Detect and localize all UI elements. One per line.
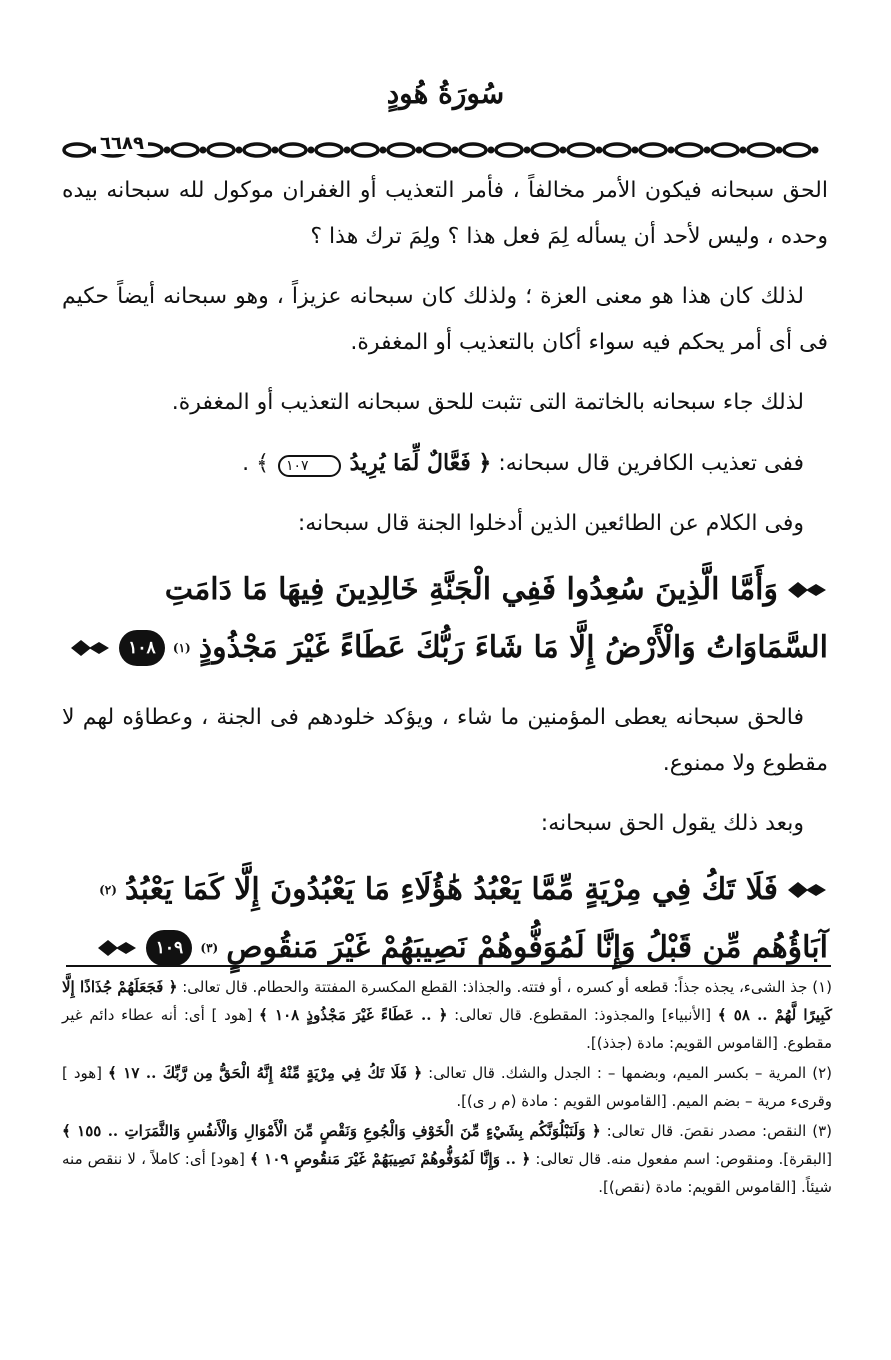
paragraph-with-verse — [62, 440, 828, 487]
verse-end-ornament-icon — [69, 636, 111, 660]
footnote-verse: ﴿ فَلَا تَكُ فِي مِرْيَةٍ مِّنْهُ إِنَّهُ الْحَقُّ مِن رَّبِّكَ .. ١٧ ﴾ — [108, 1064, 423, 1082]
footnote-text: (٣) النقص: مصدر نقصَ. قال تعالى: — [606, 1122, 832, 1140]
ornament-dot — [704, 147, 711, 154]
footnote-verse: ﴿ .. وَإِنَّا لَمُوَفُّوهُمْ نَصِيبَهُمْ غَيْرَ مَنقُوصٍ ١٠٩ ﴾ — [249, 1150, 531, 1168]
ornament-dot — [452, 147, 459, 154]
verse-text: السَّمَاوَاتُ وَالْأَرْضُ إِلَّا مَا شَاءَ رَبُّكَ عَطَاءً غَيْرَ مَجْذُوذٍ — [198, 630, 828, 665]
footnote-marker: (٢) — [99, 883, 117, 897]
ornament-dot — [740, 147, 747, 154]
footnote-text: (٢) المرية – بكسر الميم، وبضمها – : الجدل والشك. قال تعالى: — [428, 1064, 832, 1082]
verse-text: فَلَا تَكُ فِي مِرْيَةٍ مِّمَّا يَعْبُدُ هَٰؤُلَاءِ مَا يَعْبُدُونَ إِلَّا كَمَا يَعْبُدُ — [124, 872, 778, 907]
ornament-link — [172, 144, 198, 156]
ayah-number-badge: ١٠٩ — [146, 930, 192, 966]
paragraph: الحق سبحانه فيكون الأمر مخالفاً ، فأمر التعذيب أو الغفران موكول لله سبحانه بيده وحده ، وليس لأحد أن يسأله لِمَ فعل هذا ؟ ولِمَ ترك هذا ؟ — [62, 178, 828, 249]
inline-verse: ﴿ فَعَّالٌ لِّمَا يُرِيدُ — [349, 450, 492, 476]
page-number: ٦٦٨٩ — [96, 133, 148, 154]
ornament-link — [496, 144, 522, 156]
ornament-dot — [560, 147, 567, 154]
paragraph: وفى الكلام عن الطائعين الذين أدخلوا الجنة قال سبحانه: — [297, 511, 804, 536]
ornament-link — [316, 144, 342, 156]
verse-end-ornament-icon — [96, 936, 138, 960]
footnote-divider — [66, 965, 831, 967]
footnotes — [62, 973, 832, 1203]
ornament-dot — [524, 147, 531, 154]
ornament-link — [676, 144, 702, 156]
ornament-link — [352, 144, 378, 156]
verse-start-ornament-icon — [786, 578, 828, 602]
verse-text: آبَاؤُهُم مِّن قَبْلُ وَإِنَّا لَمُوَفُّوهُمْ نَصِيبَهُمْ غَيْرَ مَنقُوصٍ — [226, 930, 828, 965]
footnote-text: [البقرة]. ومنقوص: اسم مفعول منه. قال تعالى: — [535, 1150, 832, 1168]
header-ornament-border — [60, 138, 832, 162]
ornament-link — [424, 144, 450, 156]
ornament-dot — [416, 147, 423, 154]
paragraph: لذلك كان هذا هو معنى العزة ؛ ولذلك كان سبحانه عزيزاً ، وهو سبحانه أيضاً حكيم فى أى أمر يحكم فيه سواء أكان بالتعذيب أو المغفرة. — [62, 284, 828, 355]
footnote-1 — [62, 973, 832, 1057]
ayah-number-badge: ١٠٨ — [119, 630, 165, 666]
paragraph: وبعد ذلك يقول الحق سبحانه: — [540, 811, 804, 836]
paragraph: لذلك جاء سبحانه بالخاتمة التى تثبت للحق سبحانه التعذيب أو المغفرة. — [171, 390, 804, 415]
ornament-link — [712, 144, 738, 156]
paragraph-text: ﴾ . — [242, 451, 270, 476]
ornament-dot — [812, 147, 819, 154]
ornament-dot — [344, 147, 351, 154]
footnote-marker: (١) — [172, 641, 191, 655]
ornament-link — [460, 144, 486, 156]
ornament-link — [532, 144, 558, 156]
ornament-dot — [272, 147, 279, 154]
ornament-dot — [200, 147, 207, 154]
ornament-dot — [308, 147, 315, 154]
verse-start-ornament-icon — [786, 878, 828, 902]
ornament-link — [244, 144, 270, 156]
footnote-verse: ﴿ فَجَعَلَهُمْ جُذَاذًا إِلَّا كَبِيرًا لَّهُمْ .. ٥٨ ﴾ — [62, 978, 832, 1024]
footnote-verse: ﴿ وَلَنَبْلُوَنَّكُم بِشَيْءٍ مِّنَ الْخَوْفِ وَالْجُوعِ وَنَقْصٍ مِّنَ الْأَمْوَالِ وَالْأَنفُسِ وَالثَّمَرَاتِ .. ١٥٥ ﴾ — [62, 1122, 601, 1140]
paragraph: فالحق سبحانه يعطى المؤمنين ما شاء ، ويؤكد خلودهم فى الجنة ، وعطاؤه لهم لا مقطوع ولا ممنوع. — [62, 705, 828, 776]
footnote-text: [هود] أى: كاملاً ، لا ننقص منه شيئاً. [القاموس القويم: مادة (نقص)]. — [62, 1150, 832, 1196]
verse-text: وَأَمَّا الَّذِينَ سُعِدُوا فَفِي الْجَنَّةِ خَالِدِينَ فِيهَا مَا دَامَتِ — [164, 572, 778, 607]
ornament-link — [388, 144, 414, 156]
quran-verse-109 — [62, 861, 828, 977]
ornament-link — [280, 144, 306, 156]
paragraph-text: ففى تعذيب الكافرين قال سبحانه: — [498, 451, 804, 476]
verse-line — [62, 619, 828, 677]
quran-verse-108 — [62, 561, 828, 677]
footnote-text: [هود ] وقرىء مرية – بضم الميم. [القاموس القويم : مادة (م ر ى)]. — [62, 1064, 832, 1110]
footnote-2 — [62, 1059, 832, 1115]
ornament-dot — [488, 147, 495, 154]
verse-line — [62, 861, 828, 919]
ornament-link — [568, 144, 594, 156]
ornament-link — [748, 144, 774, 156]
ornament-link — [208, 144, 234, 156]
ornament-link — [784, 144, 810, 156]
ornament-dot — [164, 147, 171, 154]
footnote-text: [الأنبياء] والمجذوذ: المقطوع. قال تعالى: — [454, 1006, 712, 1024]
footnote-3 — [62, 1117, 832, 1201]
verse-line — [62, 919, 828, 977]
surah-title: سُورَةُ هُودٍ — [386, 77, 505, 110]
ornament-link — [640, 144, 666, 156]
footnote-text: [هود ] أى: أنه عطاء دائم غير مقطوع. [القاموس القويم: مادة (جذذ)]. — [62, 1006, 832, 1052]
main-text — [62, 168, 828, 995]
ornament-dot — [236, 147, 243, 154]
footnote-verse: ﴿ .. عَطَاءً غَيْرَ مَجْذُوذٍ ١٠٨ ﴾ — [259, 1006, 448, 1024]
ornament-dot — [776, 147, 783, 154]
verse-line — [62, 561, 828, 619]
ornament-link — [604, 144, 630, 156]
ornament-link — [64, 144, 90, 156]
ayah-number-badge: ١٠٧ — [278, 455, 341, 477]
ornament-dot — [596, 147, 603, 154]
footnote-marker: (٣) — [200, 941, 219, 955]
ornament-dot — [632, 147, 639, 154]
ornament-dot — [668, 147, 675, 154]
ornament-dot — [380, 147, 387, 154]
footnote-text: (١) جذ الشىء، يجذه جذاً: قطعه أو كسره ، أو فتته. والجذاذ: القطع المكسرة المفتتة والحطام. قال تعالى: — [182, 978, 832, 996]
